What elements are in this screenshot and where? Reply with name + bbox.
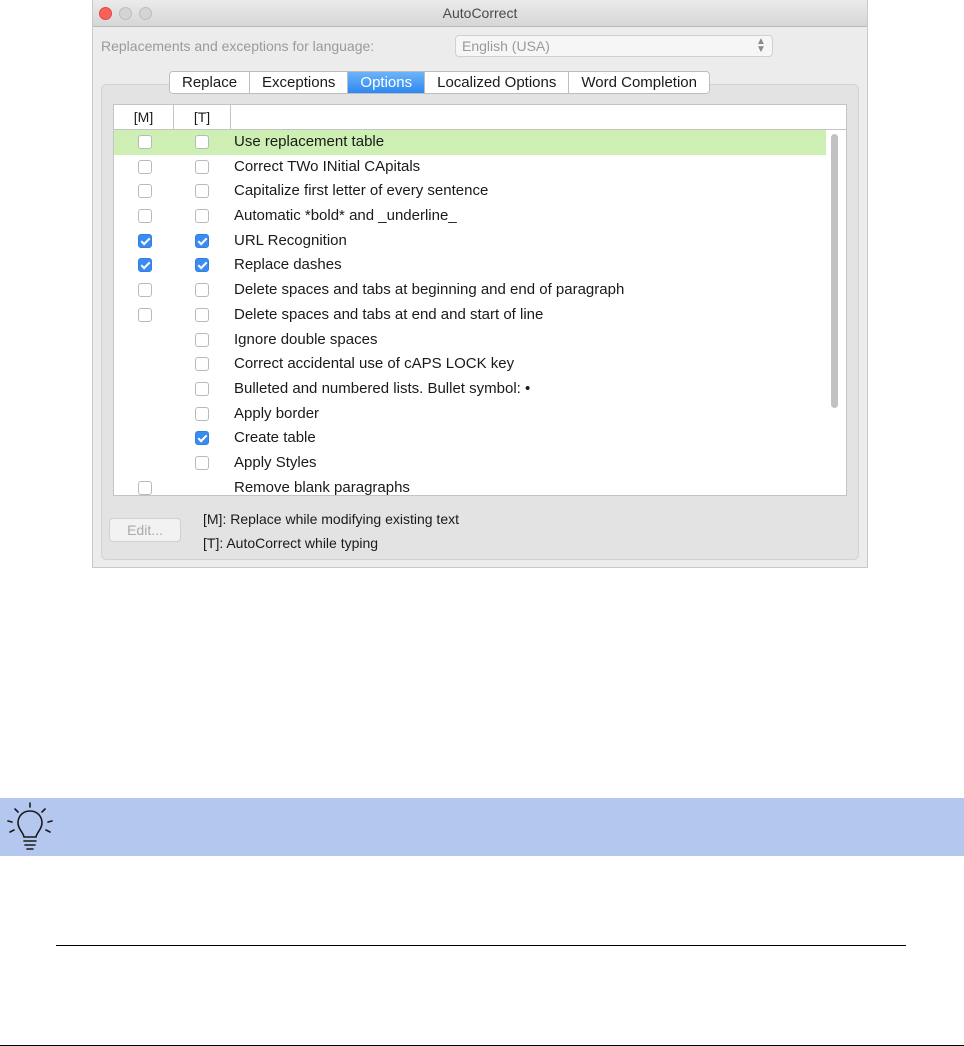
option-label: Apply border xyxy=(234,404,320,422)
option-label: Ignore double spaces xyxy=(234,330,378,348)
tab-localized-options[interactable]: Localized Options xyxy=(425,72,569,93)
checkbox-m[interactable] xyxy=(138,209,152,223)
option-label: URL Recognition xyxy=(234,231,347,249)
checkbox-t[interactable] xyxy=(195,357,209,371)
checkbox-m[interactable] xyxy=(138,481,152,495)
option-row[interactable] xyxy=(114,328,826,353)
option-label: Apply Styles xyxy=(234,453,317,471)
option-label: Bulleted and numbered lists. Bullet symbol: • xyxy=(234,379,531,397)
option-row[interactable] xyxy=(114,402,826,427)
option-label: Remove blank paragraphs xyxy=(234,478,410,496)
option-label: Automatic *bold* and _underline_ xyxy=(234,207,457,225)
option-label: Delete spaces and tabs at beginning and end of paragraph xyxy=(234,281,625,299)
checkbox-m[interactable] xyxy=(138,308,152,322)
legend-t-text: [T]: AutoCorrect while typing xyxy=(203,535,379,551)
option-label: Create table xyxy=(234,429,316,447)
checkbox-t[interactable] xyxy=(195,209,209,223)
option-label: Replace dashes xyxy=(234,256,342,274)
tab-options[interactable]: Options xyxy=(348,72,425,93)
checkbox-t[interactable] xyxy=(195,308,209,322)
option-label: Use replacement table xyxy=(234,133,385,150)
option-row[interactable] xyxy=(114,451,826,476)
language-label: Replacements and exceptions for language: xyxy=(101,38,375,54)
option-row[interactable] xyxy=(114,352,826,377)
checkbox-m[interactable] xyxy=(138,283,152,297)
edit-button[interactable]: Edit... xyxy=(109,518,181,542)
divider-line xyxy=(56,945,906,946)
checkbox-t[interactable] xyxy=(195,184,209,198)
option-row[interactable] xyxy=(114,155,826,180)
option-row[interactable] xyxy=(114,426,826,451)
checkbox-t[interactable] xyxy=(195,135,209,149)
option-row[interactable] xyxy=(114,204,826,229)
checkbox-t[interactable] xyxy=(195,160,209,174)
checkbox-t[interactable] xyxy=(195,234,209,248)
checkbox-t[interactable] xyxy=(195,382,209,396)
checkbox-m[interactable] xyxy=(138,135,152,149)
option-row[interactable] xyxy=(114,377,826,402)
checkbox-m[interactable] xyxy=(138,258,152,272)
option-label: Capitalize first letter of every sentence xyxy=(234,182,489,200)
window-title: AutoCorrect xyxy=(442,5,518,21)
tab-exceptions[interactable]: Exceptions xyxy=(250,72,348,93)
checkbox-t[interactable] xyxy=(195,431,209,445)
option-row[interactable] xyxy=(114,229,826,254)
checkbox-m[interactable] xyxy=(138,160,152,174)
checkbox-t[interactable] xyxy=(195,407,209,421)
option-row[interactable] xyxy=(114,476,826,496)
tab-word-completion[interactable]: Word Completion xyxy=(569,72,709,93)
checkbox-m[interactable] xyxy=(138,184,152,198)
language-select[interactable] xyxy=(455,35,773,57)
options-list[interactable] xyxy=(113,104,847,496)
legend-m-text: [M]: Replace while modifying existing text xyxy=(203,511,459,527)
options-list-header xyxy=(114,105,846,130)
tab-bar xyxy=(169,71,710,94)
title-bar xyxy=(93,0,867,27)
option-row[interactable] xyxy=(114,278,826,303)
tab-replace[interactable]: Replace xyxy=(170,72,250,93)
scrollbar-thumb[interactable] xyxy=(831,134,838,408)
up-down-chevron-icon: ▲ ▼ xyxy=(756,36,766,55)
option-label: Correct TWo INitial CApitals xyxy=(234,157,421,175)
checkbox-t[interactable] xyxy=(195,258,209,272)
column-header-t[interactable]: [T] xyxy=(174,105,231,129)
option-row[interactable] xyxy=(114,179,826,204)
language-select-value: English (USA) xyxy=(462,38,550,54)
column-header-m[interactable]: [M] xyxy=(114,105,174,129)
checkbox-t[interactable] xyxy=(195,456,209,470)
checkbox-t[interactable] xyxy=(195,333,209,347)
lightbulb-icon xyxy=(2,802,58,854)
tip-band xyxy=(0,798,964,856)
checkbox-t[interactable] xyxy=(195,283,209,297)
autocorrect-dialog xyxy=(92,0,868,568)
option-row[interactable] xyxy=(114,130,826,155)
option-row[interactable] xyxy=(114,253,826,278)
option-row[interactable] xyxy=(114,303,826,328)
option-label: Delete spaces and tabs at end and start of line xyxy=(234,305,544,323)
checkbox-m[interactable] xyxy=(138,234,152,248)
options-rows xyxy=(114,130,826,496)
option-label: Correct accidental use of cAPS LOCK key xyxy=(234,355,515,373)
